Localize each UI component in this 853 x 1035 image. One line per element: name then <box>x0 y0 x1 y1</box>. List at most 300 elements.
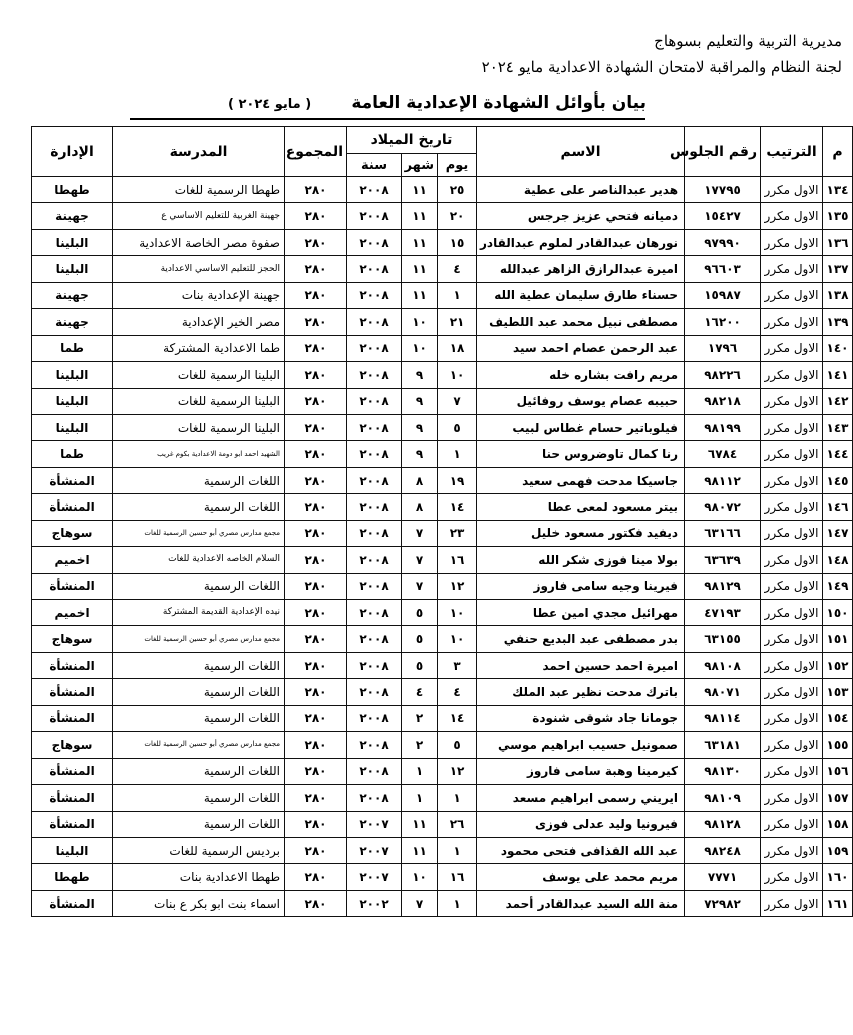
cell-seat: ١٥٩٨٧ <box>685 282 761 308</box>
cell-name: بيتر مسعود لمعى عطا <box>477 494 685 520</box>
cell-num: ١٥٥ <box>823 732 853 758</box>
cell-day: ١ <box>438 890 477 916</box>
cell-day: ١٤ <box>438 705 477 731</box>
cell-year: ٢٠٠٨ <box>347 600 402 626</box>
cell-year: ٢٠٠٨ <box>347 256 402 282</box>
cell-name: هدير عبدالناصر على عطية <box>477 177 685 203</box>
cell-seat: ٩٨٢٤٨ <box>685 837 761 863</box>
cell-seat: ٩٨١١٢ <box>685 467 761 493</box>
cell-month: ٧ <box>402 520 438 546</box>
table-row <box>32 547 853 573</box>
cell-rank: الاول مكرر <box>761 282 823 308</box>
cell-school: مجمع مدارس مصري أبو حسين الرسمية للغات <box>113 732 285 758</box>
cell-admin: البلينا <box>32 229 113 255</box>
cell-num: ١٤٧ <box>823 520 853 546</box>
cell-month: ١١ <box>402 282 438 308</box>
col-header-rank: الترتيب <box>761 127 823 177</box>
table-row <box>32 441 853 467</box>
cell-day: ١ <box>438 282 477 308</box>
cell-day: ٣ <box>438 652 477 678</box>
cell-num: ١٤١ <box>823 362 853 388</box>
cell-school: اسماء بنت ابو بكر ع بنات <box>113 890 285 916</box>
cell-admin: المنشأة <box>32 573 113 599</box>
table-row <box>32 256 853 282</box>
cell-day: ٧ <box>438 388 477 414</box>
cell-month: ٥ <box>402 652 438 678</box>
cell-month: ١٠ <box>402 864 438 890</box>
cell-month: ١٠ <box>402 309 438 335</box>
cell-school: البلينا الرسمية للغات <box>113 362 285 388</box>
cell-day: ٢٠ <box>438 203 477 229</box>
cell-day: ١ <box>438 785 477 811</box>
cell-num: ١٤٩ <box>823 573 853 599</box>
cell-admin: اخميم <box>32 547 113 573</box>
cell-seat: ١٦٢٠٠ <box>685 309 761 335</box>
cell-day: ١٦ <box>438 864 477 890</box>
cell-year: ٢٠٠٨ <box>347 441 402 467</box>
cell-name: حسناء طارق سليمان عطية الله <box>477 282 685 308</box>
cell-name: مهرائيل مجدي امين عطا <box>477 600 685 626</box>
cell-seat: ٩٨٢١٨ <box>685 388 761 414</box>
cell-month: ١٠ <box>402 335 438 361</box>
cell-day: ١٢ <box>438 758 477 784</box>
cell-rank: الاول مكرر <box>761 626 823 652</box>
cell-seat: ٩٨١٢٩ <box>685 573 761 599</box>
cell-school: مصر الخير الإعدادية <box>113 309 285 335</box>
cell-total: ٢٨٠ <box>285 679 347 705</box>
cell-seat: ٦٣١٨١ <box>685 732 761 758</box>
cell-day: ٥ <box>438 732 477 758</box>
table-row <box>32 837 853 863</box>
cell-day: ٤ <box>438 256 477 282</box>
cell-month: ٨ <box>402 494 438 520</box>
cell-num: ١٥١ <box>823 626 853 652</box>
col-header-total: المجموع <box>285 127 347 177</box>
cell-month: ١١ <box>402 229 438 255</box>
cell-num: ١٤٠ <box>823 335 853 361</box>
cell-rank: الاول مكرر <box>761 414 823 440</box>
cell-year: ٢٠٠٨ <box>347 335 402 361</box>
table-row <box>32 811 853 837</box>
cell-total: ٢٨٠ <box>285 441 347 467</box>
cell-admin: المنشأة <box>32 890 113 916</box>
cell-seat: ٩٨١٣٠ <box>685 758 761 784</box>
cell-year: ٢٠٠٨ <box>347 388 402 414</box>
cell-num: ١٥٤ <box>823 705 853 731</box>
cell-year: ٢٠٠٨ <box>347 282 402 308</box>
cell-month: ٨ <box>402 467 438 493</box>
cell-admin: المنشأة <box>32 494 113 520</box>
cell-seat: ٦٣٦٣٩ <box>685 547 761 573</box>
cell-rank: الاول مكرر <box>761 229 823 255</box>
cell-year: ٢٠٠٨ <box>347 467 402 493</box>
cell-year: ٢٠٠٨ <box>347 494 402 520</box>
cell-num: ١٥٢ <box>823 652 853 678</box>
table-row <box>32 890 853 916</box>
cell-num: ١٣٨ <box>823 282 853 308</box>
cell-day: ١٨ <box>438 335 477 361</box>
cell-rank: الاول مكرر <box>761 547 823 573</box>
col-header-year: سنة <box>347 154 402 177</box>
table-row <box>32 414 853 440</box>
cell-admin: المنشأة <box>32 785 113 811</box>
cell-total: ٢٨٠ <box>285 626 347 652</box>
table-row <box>32 362 853 388</box>
cell-day: ١٠ <box>438 600 477 626</box>
cell-rank: الاول مكرر <box>761 388 823 414</box>
cell-school: اللغات الرسمية <box>113 652 285 678</box>
cell-name: نورهان عبدالقادر لملوم عبدالقادر <box>477 229 685 255</box>
cell-rank: الاول مكرر <box>761 467 823 493</box>
cell-admin: البلينا <box>32 388 113 414</box>
cell-school: اللغات الرسمية <box>113 785 285 811</box>
cell-school: الحجز للتعليم الاساسي الاعدادية <box>113 256 285 282</box>
table-row <box>32 864 853 890</box>
cell-month: ٢ <box>402 732 438 758</box>
cell-num: ١٤٥ <box>823 467 853 493</box>
cell-total: ٢٨٠ <box>285 547 347 573</box>
cell-year: ٢٠٠٨ <box>347 203 402 229</box>
cell-rank: الاول مكرر <box>761 890 823 916</box>
cell-month: ١١ <box>402 177 438 203</box>
cell-rank: الاول مكرر <box>761 785 823 811</box>
cell-total: ٢٨٠ <box>285 520 347 546</box>
cell-name: مريم محمد على يوسف <box>477 864 685 890</box>
cell-month: ١١ <box>402 256 438 282</box>
cell-rank: الاول مكرر <box>761 732 823 758</box>
cell-admin: المنشأة <box>32 811 113 837</box>
table-row <box>32 494 853 520</box>
cell-school: السلام الخاصه الاعدادية للغات <box>113 547 285 573</box>
cell-school: طهطا الاعدادية بنات <box>113 864 285 890</box>
document-title: بيان بأوائل الشهادة الإعدادية العامة <box>351 93 646 113</box>
cell-num: ١٣٧ <box>823 256 853 282</box>
cell-month: ٩ <box>402 414 438 440</box>
cell-seat: ٧٧٧١ <box>685 864 761 890</box>
cell-name: باترك مدحت نظير عبد الملك <box>477 679 685 705</box>
table-row <box>32 785 853 811</box>
cell-year: ٢٠٠٨ <box>347 652 402 678</box>
cell-total: ٢٨٠ <box>285 494 347 520</box>
cell-seat: ٩٨٠٧١ <box>685 679 761 705</box>
cell-rank: الاول مكرر <box>761 494 823 520</box>
cell-school: جهينة الغربية للتعليم الاساسي ع <box>113 203 285 229</box>
table-row <box>32 177 853 203</box>
cell-rank: الاول مكرر <box>761 520 823 546</box>
cell-admin: سوهاج <box>32 626 113 652</box>
cell-rank: الاول مكرر <box>761 441 823 467</box>
cell-num: ١٣٩ <box>823 309 853 335</box>
cell-name: كيرمينا وهبة سامى فاروز <box>477 758 685 784</box>
cell-rank: الاول مكرر <box>761 758 823 784</box>
cell-month: ٢ <box>402 705 438 731</box>
table-row <box>32 626 853 652</box>
col-header-month: شهر <box>402 154 438 177</box>
cell-admin: طهطا <box>32 177 113 203</box>
col-header-school: المدرسة <box>113 127 285 177</box>
cell-year: ٢٠٠٨ <box>347 785 402 811</box>
cell-name: دميانه فتحي عزيز جرجس <box>477 203 685 229</box>
cell-rank: الاول مكرر <box>761 256 823 282</box>
cell-school: مجمع مدارس مصري أبو حسين الرسمية للغات <box>113 520 285 546</box>
header-row <box>32 127 853 154</box>
cell-total: ٢٨٠ <box>285 388 347 414</box>
cell-school: طما الاعدادية المشتركة <box>113 335 285 361</box>
document-subtitle: ( مايو ٢٠٢٤ ) <box>228 97 312 112</box>
cell-seat: ٩٨١٠٩ <box>685 785 761 811</box>
cell-num: ١٤٨ <box>823 547 853 573</box>
top-students-table <box>31 126 853 917</box>
cell-rank: الاول مكرر <box>761 864 823 890</box>
cell-admin: المنشأة <box>32 467 113 493</box>
cell-admin: اخميم <box>32 600 113 626</box>
cell-day: ١٢ <box>438 573 477 599</box>
cell-num: ١٥٣ <box>823 679 853 705</box>
cell-month: ٩ <box>402 362 438 388</box>
cell-month: ١١ <box>402 203 438 229</box>
table-row <box>32 652 853 678</box>
cell-admin: البلينا <box>32 414 113 440</box>
cell-month: ٩ <box>402 441 438 467</box>
col-header-birth: تاريخ الميلاد <box>347 127 477 154</box>
col-header-name: الاسم <box>477 127 685 177</box>
table-row <box>32 732 853 758</box>
cell-num: ١٤٤ <box>823 441 853 467</box>
cell-school: اللغات الرسمية <box>113 758 285 784</box>
cell-num: ١٥٦ <box>823 758 853 784</box>
cell-num: ١٥٠ <box>823 600 853 626</box>
cell-seat: ٤٧١٩٣ <box>685 600 761 626</box>
table-row <box>32 600 853 626</box>
cell-month: ٧ <box>402 547 438 573</box>
cell-school: اللغات الرسمية <box>113 679 285 705</box>
cell-school: اللغات الرسمية <box>113 811 285 837</box>
cell-num: ١٤٢ <box>823 388 853 414</box>
cell-day: ١٠ <box>438 362 477 388</box>
cell-day: ٤ <box>438 679 477 705</box>
cell-seat: ٦٣١٦٦ <box>685 520 761 546</box>
cell-admin: طهطا <box>32 864 113 890</box>
table-row <box>32 758 853 784</box>
cell-school: اللغات الرسمية <box>113 705 285 731</box>
cell-total: ٢٨٠ <box>285 335 347 361</box>
cell-seat: ٦٣١٥٥ <box>685 626 761 652</box>
cell-year: ٢٠٠٨ <box>347 362 402 388</box>
cell-name: فيلوباتير حسام غطاس لبيب <box>477 414 685 440</box>
cell-year: ٢٠٠٨ <box>347 573 402 599</box>
cell-num: ١٥٧ <box>823 785 853 811</box>
cell-admin: البلينا <box>32 837 113 863</box>
cell-year: ٢٠٠٨ <box>347 229 402 255</box>
cell-school: طهطا الرسمية للغات <box>113 177 285 203</box>
cell-school: البلينا الرسمية للغات <box>113 388 285 414</box>
cell-total: ٢٨٠ <box>285 309 347 335</box>
cell-num: ١٦٠ <box>823 864 853 890</box>
directorate-line: مديرية التربية والتعليم بسوهاج <box>654 32 842 50</box>
cell-month: ٧ <box>402 890 438 916</box>
cell-admin: جهينة <box>32 282 113 308</box>
cell-total: ٢٨٠ <box>285 282 347 308</box>
cell-year: ٢٠٠٨ <box>347 177 402 203</box>
cell-school: نيده الإعدادية القديمة المشتركة <box>113 600 285 626</box>
cell-day: ١ <box>438 441 477 467</box>
cell-total: ٢٨٠ <box>285 600 347 626</box>
cell-day: ١ <box>438 837 477 863</box>
cell-month: ٤ <box>402 679 438 705</box>
cell-school: البلينا الرسمية للغات <box>113 414 285 440</box>
cell-name: مصطفى نبيل محمد عبد اللطيف <box>477 309 685 335</box>
cell-seat: ٧٢٩٨٢ <box>685 890 761 916</box>
cell-total: ٢٨٠ <box>285 467 347 493</box>
cell-num: ١٥٩ <box>823 837 853 863</box>
cell-rank: الاول مكرر <box>761 652 823 678</box>
cell-rank: الاول مكرر <box>761 573 823 599</box>
cell-admin: المنشأة <box>32 679 113 705</box>
table-row <box>32 335 853 361</box>
cell-total: ٢٨٠ <box>285 177 347 203</box>
cell-name: اميرة احمد حسين احمد <box>477 652 685 678</box>
cell-name: منة الله السيد عبدالقادر أحمد <box>477 890 685 916</box>
cell-day: ٢١ <box>438 309 477 335</box>
cell-total: ٢٨٠ <box>285 785 347 811</box>
cell-month: ٩ <box>402 388 438 414</box>
cell-name: مريم رافت بشاره خله <box>477 362 685 388</box>
table-body <box>32 177 853 917</box>
cell-month: ١ <box>402 758 438 784</box>
cell-name: عبد الله القذافى فتحى محمود <box>477 837 685 863</box>
cell-day: ١٤ <box>438 494 477 520</box>
cell-month: ٧ <box>402 573 438 599</box>
col-header-day: يوم <box>438 154 477 177</box>
cell-admin: سوهاج <box>32 520 113 546</box>
cell-rank: الاول مكرر <box>761 309 823 335</box>
cell-school: مجمع مدارس مصري أبو حسين الرسمية للغات <box>113 626 285 652</box>
table-row <box>32 467 853 493</box>
table-row <box>32 573 853 599</box>
cell-total: ٢٨٠ <box>285 758 347 784</box>
table-row <box>32 388 853 414</box>
cell-num: ١٣٦ <box>823 229 853 255</box>
cell-seat: ٦٧٨٤ <box>685 441 761 467</box>
cell-rank: الاول مكرر <box>761 837 823 863</box>
cell-seat: ١٥٤٢٧ <box>685 203 761 229</box>
cell-year: ٢٠٠٨ <box>347 626 402 652</box>
cell-year: ٢٠٠٧ <box>347 864 402 890</box>
cell-total: ٢٨٠ <box>285 414 347 440</box>
cell-school: اللغات الرسمية <box>113 494 285 520</box>
cell-admin: المنشأة <box>32 758 113 784</box>
table-row <box>32 282 853 308</box>
cell-total: ٢٨٠ <box>285 256 347 282</box>
cell-day: ٢٥ <box>438 177 477 203</box>
cell-name: جاسيكا مدحت فهمى سعيد <box>477 467 685 493</box>
cell-seat: ٩٨٢٢٦ <box>685 362 761 388</box>
cell-day: ٢٣ <box>438 520 477 546</box>
cell-name: حبيبه عصام يوسف روفائيل <box>477 388 685 414</box>
cell-rank: الاول مكرر <box>761 705 823 731</box>
cell-total: ٢٨٠ <box>285 652 347 678</box>
cell-name: ايريني رسمى ابراهيم مسعد <box>477 785 685 811</box>
cell-seat: ٩٨١٢٨ <box>685 811 761 837</box>
cell-rank: الاول مكرر <box>761 335 823 361</box>
cell-day: ١٥ <box>438 229 477 255</box>
cell-seat: ٩٨١٠٨ <box>685 652 761 678</box>
cell-total: ٢٨٠ <box>285 705 347 731</box>
cell-name: فيرينا وجيه سامى فاروز <box>477 573 685 599</box>
cell-total: ٢٨٠ <box>285 362 347 388</box>
cell-seat: ٩٨١١٤ <box>685 705 761 731</box>
cell-seat: ٩٦٦٠٣ <box>685 256 761 282</box>
title-underline <box>130 118 645 120</box>
cell-total: ٢٨٠ <box>285 732 347 758</box>
table-row <box>32 203 853 229</box>
table-row <box>32 705 853 731</box>
cell-day: ١٠ <box>438 626 477 652</box>
cell-school: صفوة مصر الخاصة الاعدادية <box>113 229 285 255</box>
cell-day: ١٦ <box>438 547 477 573</box>
cell-month: ١ <box>402 785 438 811</box>
cell-year: ٢٠٠٨ <box>347 732 402 758</box>
cell-num: ١٥٨ <box>823 811 853 837</box>
cell-year: ٢٠٠٧ <box>347 811 402 837</box>
cell-seat: ٩٨٠٧٢ <box>685 494 761 520</box>
cell-year: ٢٠٠٨ <box>347 520 402 546</box>
cell-name: رنا كمال تاوضروس حنا <box>477 441 685 467</box>
cell-admin: جهينة <box>32 203 113 229</box>
cell-day: ١٩ <box>438 467 477 493</box>
cell-name: عبد الرحمن عصام احمد سيد <box>477 335 685 361</box>
col-header-num: م <box>823 127 853 177</box>
cell-day: ٢٦ <box>438 811 477 837</box>
cell-total: ٢٨٠ <box>285 229 347 255</box>
cell-num: ١٣٤ <box>823 177 853 203</box>
cell-month: ٥ <box>402 626 438 652</box>
cell-name: اميرة عبدالرازق الزاهر عبدالله <box>477 256 685 282</box>
cell-seat: ١٧٧٩٥ <box>685 177 761 203</box>
cell-admin: المنشأة <box>32 705 113 731</box>
cell-rank: الاول مكرر <box>761 177 823 203</box>
cell-total: ٢٨٠ <box>285 811 347 837</box>
cell-rank: الاول مكرر <box>761 203 823 229</box>
cell-rank: الاول مكرر <box>761 679 823 705</box>
cell-year: ٢٠٠٨ <box>347 679 402 705</box>
cell-admin: جهينة <box>32 309 113 335</box>
table-row <box>32 520 853 546</box>
cell-year: ٢٠٠٨ <box>347 705 402 731</box>
cell-year: ٢٠٠٨ <box>347 309 402 335</box>
table-row <box>32 309 853 335</box>
cell-admin: المنشأة <box>32 652 113 678</box>
cell-name: بدر مصطفى عبد البديع حنفي <box>477 626 685 652</box>
cell-num: ١٤٣ <box>823 414 853 440</box>
cell-name: ديفيد فكتور مسعود خليل <box>477 520 685 546</box>
cell-rank: الاول مكرر <box>761 811 823 837</box>
cell-name: بولا مينا فوزى شكر الله <box>477 547 685 573</box>
cell-seat: ٩٨١٩٩ <box>685 414 761 440</box>
cell-num: ١٣٥ <box>823 203 853 229</box>
committee-line: لجنة النظام والمراقبة لامتحان الشهادة الاعدادية مايو ٢٠٢٤ <box>481 58 842 76</box>
cell-num: ١٤٦ <box>823 494 853 520</box>
cell-day: ٥ <box>438 414 477 440</box>
cell-total: ٢٨٠ <box>285 864 347 890</box>
cell-school: الشهيد احمد ابو دومة الاعدادية بكوم غريب <box>113 441 285 467</box>
cell-month: ١١ <box>402 837 438 863</box>
cell-total: ٢٨٠ <box>285 203 347 229</box>
cell-admin: البلينا <box>32 256 113 282</box>
cell-month: ١١ <box>402 811 438 837</box>
cell-rank: الاول مكرر <box>761 600 823 626</box>
cell-num: ١٦١ <box>823 890 853 916</box>
